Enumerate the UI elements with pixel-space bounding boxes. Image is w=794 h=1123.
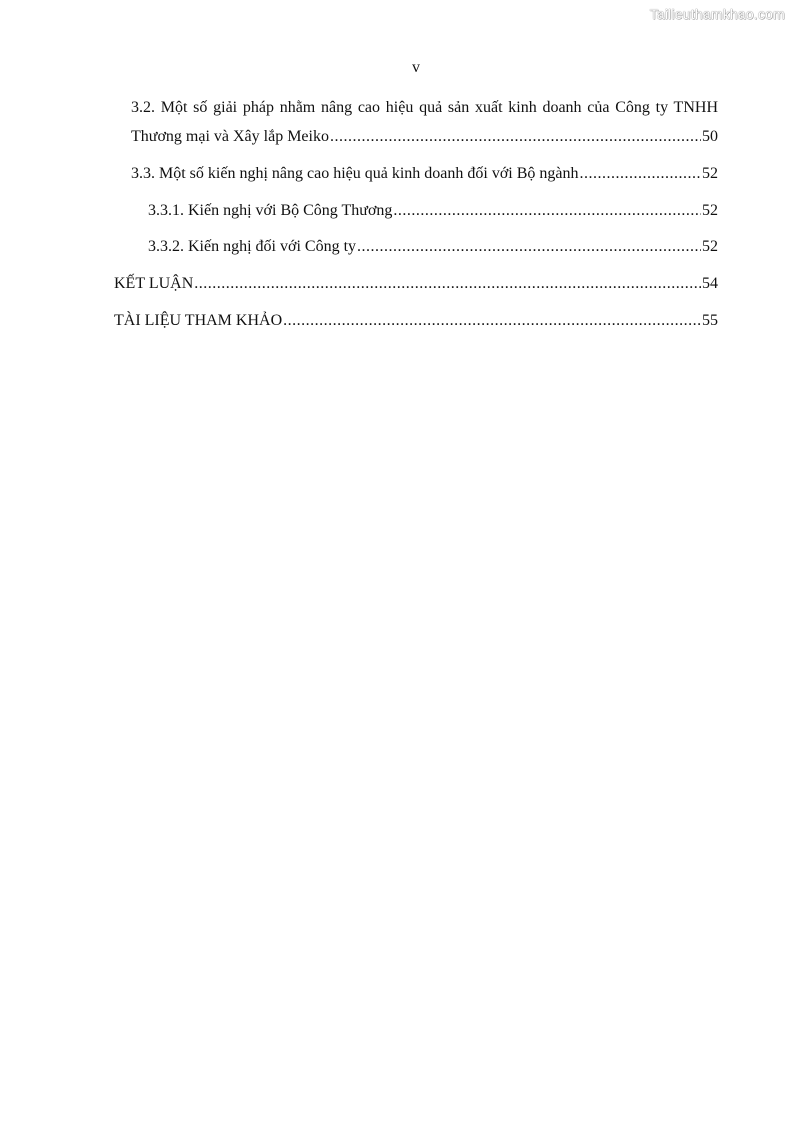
toc-entry-ket-luan[interactable] [114, 274, 718, 294]
toc-entry-title: TÀI LIỆU THAM KHẢO [114, 312, 283, 329]
watermark: Tailieuthamkhao.com [649, 6, 785, 22]
toc-entry-3-2-line2[interactable] [131, 127, 718, 147]
toc-page-number: 52 [702, 165, 718, 182]
toc-page-number: 52 [702, 238, 718, 255]
toc-leader-dots [330, 127, 701, 147]
toc-entry-3-3-1[interactable] [148, 201, 718, 221]
toc-leader-dots [357, 237, 701, 257]
toc-entry-title: 3.3.2. Kiến nghị đối với Công ty [148, 238, 357, 255]
toc-leader-dots [283, 311, 701, 331]
toc-page-number: 50 [702, 128, 718, 145]
toc-entry-title: 3.3. Một số kiến nghị nâng cao hiệu quả kinh doanh đối với Bộ ngành [131, 165, 579, 182]
toc-entry-title: KẾT LUẬN [114, 275, 194, 292]
toc-page-number: 52 [702, 202, 718, 219]
toc-entry-tai-lieu-tham-khao[interactable] [114, 311, 718, 331]
toc-page-number: 54 [702, 275, 718, 292]
toc-page-number: 55 [702, 312, 718, 329]
toc-entry-title: 3.3.1. Kiến nghị với Bộ Công Thương [148, 202, 393, 219]
page-number: v [412, 59, 420, 76]
toc-entry-3-3-2[interactable] [148, 237, 718, 257]
toc-entry-3-3[interactable] [131, 164, 718, 184]
toc-entry-title: 3.2. Một số giải pháp nhằm nâng cao hiệu quả sản xuất kinh doanh của Công ty TNHH [131, 99, 718, 116]
toc-leader-dots [194, 274, 701, 294]
toc-entry-3-2-line1[interactable] [131, 98, 718, 118]
toc-entry-title: Thương mại và Xây lắp Meiko [131, 128, 329, 145]
toc-leader-dots [580, 164, 701, 184]
toc-leader-dots [393, 201, 701, 221]
